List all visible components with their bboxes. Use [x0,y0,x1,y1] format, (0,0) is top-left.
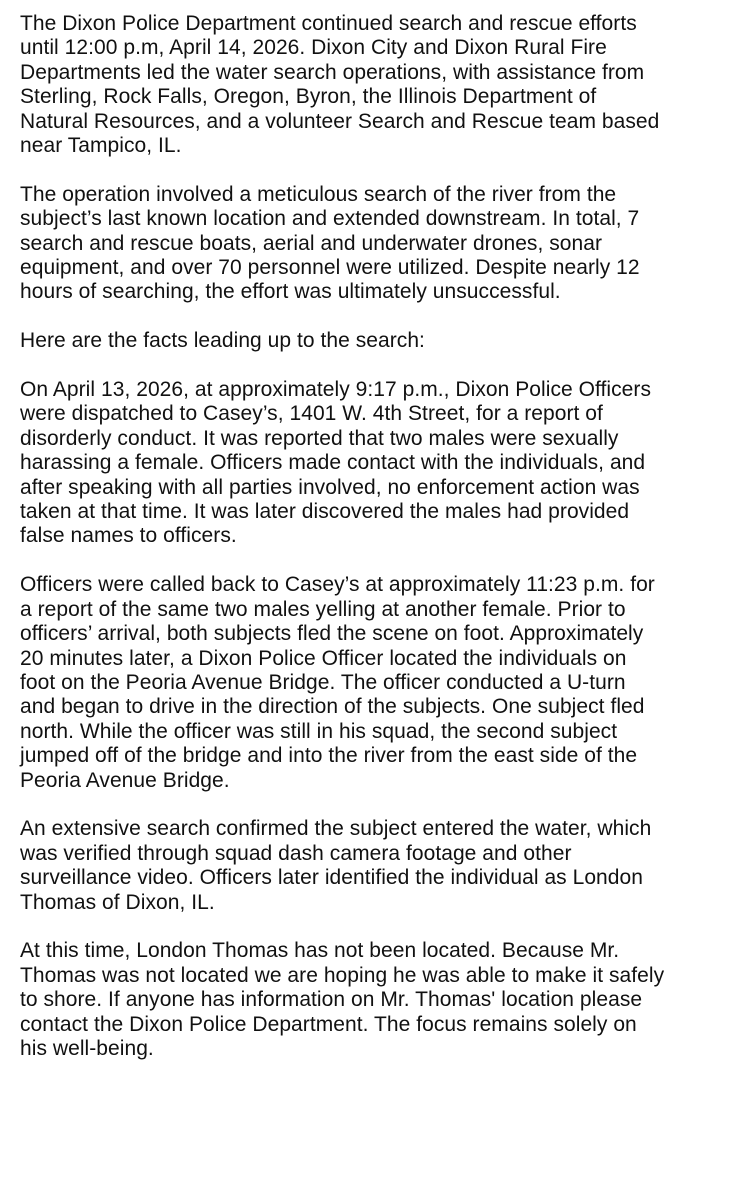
paragraph-current-status: At this time, London Thomas has not been located. Because Mr. Thomas was not located we are hoping he was able to make it safely to shore. If anyone has information on Mr. Thomas' location please contact the Dixon Police Department. The focus remains solely on his well-being. [20,939,665,1060]
paragraph-identification: An extensive search confirmed the subject entered the water, which was verified through squad dash camera footage and other surveillance video. Officers later identified the individual as London Thomas of Dixon, IL. [20,817,652,914]
paragraph-first-call: On April 13, 2026, at approximately 9:17 p.m., Dixon Police Officers were dispatched to Casey’s, 1401 W. 4th Street, for a report of disorderly conduct. It was reported that two males were sexually harassing a female. Officers made contact with the individuals, and after speaking with all parties involved, no enforcement action was taken at that time. It was later discovered the males had provided false names to officers. [20,378,651,548]
paragraph-operation-details: The operation involved a meticulous search of the river from the subject’s last known location and extended downstream. In total, 7 search and rescue boats, aerial and underwater drones, sonar equipment, and over 70 personnel were utilized. Despite nearly 12 hours of searching, the effort was ultimately unsuccessful. [20,182,640,304]
paragraph-second-call: Officers were called back to Casey’s at approximately 11:23 p.m. for a report of the same two males yelling at another female. Prior to officers’ arrival, both subjects fled the scene on foot. Approximately 20 minutes later, a Dixon Police Officer located the individuals on foot on the Peoria Avenue Bridge. The officer conducted a U-turn and began to drive in the direction of the subjects. One subject fled north. While the officer was still in his squad, the second subject jumped off of the bridge and into the river from the east side of the Peoria Avenue Bridge. [20,573,655,792]
press-release-text [20,12,745,1061]
paragraph-search-efforts: The Dixon Police Department continued search and rescue efforts until 12:00 p.m, April 14, 2026. Dixon City and Dixon Rural Fire Departments led the water search operations, with assistance from Sterling, Rock Falls, Oregon, Byron, the Illinois Department of Natural Resources, and a volunteer Search and Rescue team based near Tampico, IL. [20,12,660,158]
paragraph-facts-intro: Here are the facts leading up to the search: [20,329,425,353]
